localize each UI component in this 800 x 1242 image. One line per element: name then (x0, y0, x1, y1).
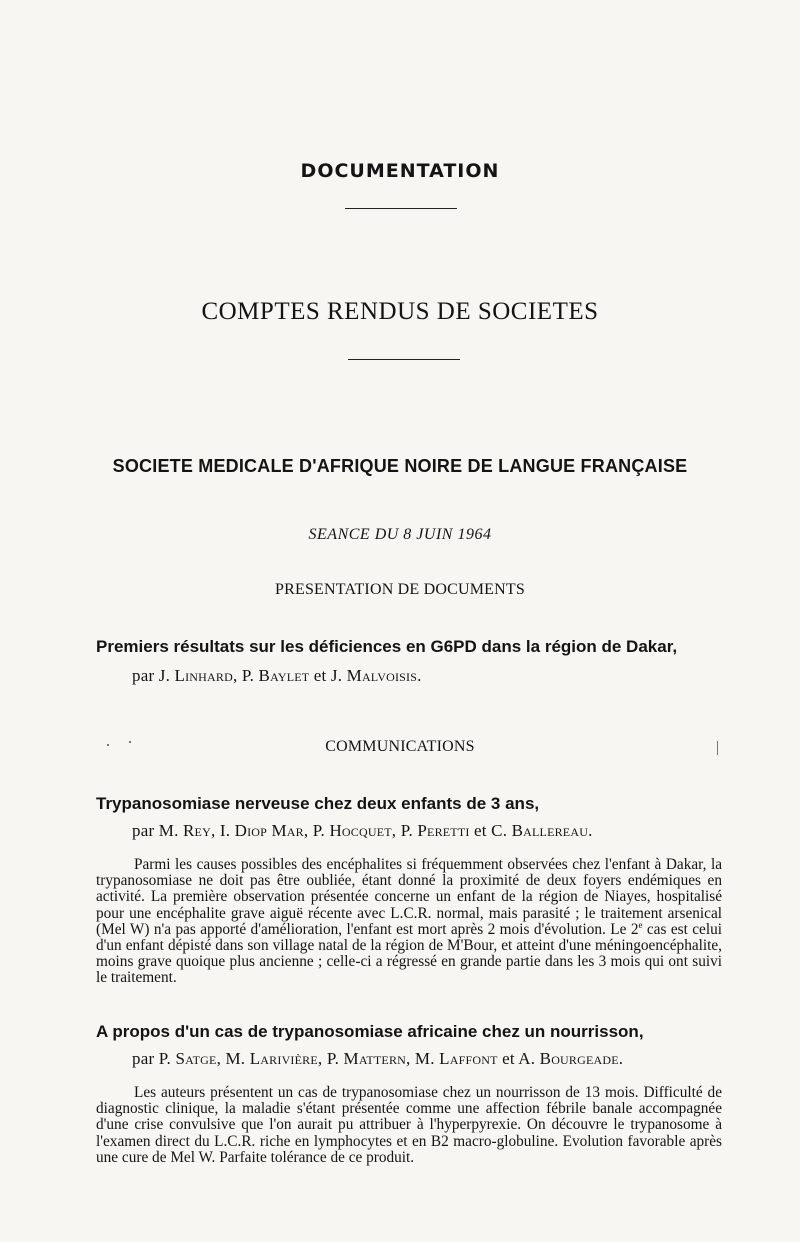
author-initial: M. (225, 1049, 246, 1068)
article-authors: par P. Satge, M. Larivière, P. Mattern, M. Laffont et A. Bourgeade. (132, 1049, 624, 1068)
conjunction: et (474, 821, 487, 840)
author-name: Peretti (417, 821, 470, 840)
divider-rule (348, 359, 460, 360)
author-name: Baylet (258, 666, 310, 685)
section-heading-presentation: PRESENTATION DE DOCUMENTS (275, 581, 525, 598)
divider-rule (345, 208, 457, 209)
author-name: Ballereau (511, 821, 589, 840)
author-name: Malvoisis (346, 666, 418, 685)
author-initial: A. (518, 1049, 536, 1068)
page-title: COMPTES RENDUS DE SOCIETES (201, 298, 599, 325)
author-name: Bourgeade (539, 1049, 619, 1068)
par-word: par (132, 1049, 155, 1068)
par-word: par (132, 821, 155, 840)
print-speck (717, 741, 718, 755)
author-name: Larivière (249, 1049, 318, 1068)
author-name: Rey (183, 821, 211, 840)
section-kicker: DOCUMENTATION (300, 160, 500, 182)
author-initial: P. (241, 666, 255, 685)
article-abstract (96, 857, 722, 987)
article-authors: par M. Rey, I. Diop Mar, P. Hocquet, P. Peretti et C. Ballereau. (132, 821, 593, 840)
print-speck (107, 744, 109, 746)
author-name: Satge (175, 1049, 217, 1068)
author-initial: C. (491, 821, 508, 840)
author-name: Laffont (439, 1049, 498, 1068)
article-title: Trypanosomiase nerveuse chez deux enfants de 3 ans, (96, 794, 540, 813)
abstract-text: Parmi les causes possibles des encéphalites si fréquemment observées chez l'enfant à Dakar, la trypanosomiase ne doit pas être oubliée, étant donné la proximité de deux foyers endémiques en activité. La première observation présentée concerne un enfant de la région de Niayes, hospitalisé pour une encéphalite grave aiguë récente avec L.C.R. normal, mais parasité ; le traitement arsenical (Mel W) n'a pas apporté d'amélioration, l'enfant est mort après 2 mois d'évolution. Le 2 (96, 856, 722, 938)
conjunction: et (313, 666, 327, 685)
author-initial: P. (158, 1049, 171, 1068)
par-word: par (132, 666, 155, 685)
print-speck (129, 741, 131, 743)
author-initial: P. (312, 821, 325, 840)
section-heading-communications: COMMUNICATIONS (325, 738, 475, 755)
article-authors: par J. Linhard, P. Baylet et J. Malvoisis. (132, 666, 422, 685)
conjunction: et (502, 1049, 515, 1068)
author-initial: M. (158, 821, 179, 840)
author-name: Mattern (343, 1049, 407, 1068)
ordinal-superscript: e (638, 919, 643, 930)
author-name: Diop Mar (234, 821, 304, 840)
author-name: Linhard (174, 666, 233, 685)
abstract-text: cas est celui d'un enfant dépisté dans son village natal de la région de M'Bour, et atteint d'une méningoencéphalite, moins grave quoique plus ancienne ; celle-ci a régressé en grande partie dans les 3 mois qui ont suivi le traitement. (96, 920, 722, 987)
author-initial: M. (414, 1049, 435, 1068)
session-date: SEANCE DU 8 JUIN 1964 (308, 526, 492, 543)
author-initial: J. (158, 666, 171, 685)
society-heading: SOCIETE MEDICALE D'AFRIQUE NOIRE DE LANGUE FRANÇAISE (112, 456, 688, 476)
author-initial: J. (330, 666, 343, 685)
author-initial: P. (400, 821, 413, 840)
article-abstract: Les auteurs présentent un cas de trypanosomiase chez un nourrisson de 13 mois. Difficulté de diagnostic clinique, la maladie s'étant présentée comme une affection fébrile banale accompagnée d'une crise convulsive que l'on aurait pu attribuer à l'hyperpyrexie. On découvre le trypanosome à l'examen direct du L.C.R. riche en lymphocytes et en B2 macro-globuline. Evolution favorable après une cure de Mel W. Parfaite tolérance de ce produit. (96, 1084, 722, 1166)
author-initial: P. (326, 1049, 340, 1068)
article-title: Premiers résultats sur les déficiences en G6PD dans la région de Dakar, (96, 637, 678, 656)
author-initial: I. (219, 821, 231, 840)
author-name: Hocquet (329, 821, 392, 840)
article-title: A propos d'un cas de trypanosomiase africaine chez un nourrisson, (96, 1022, 644, 1041)
